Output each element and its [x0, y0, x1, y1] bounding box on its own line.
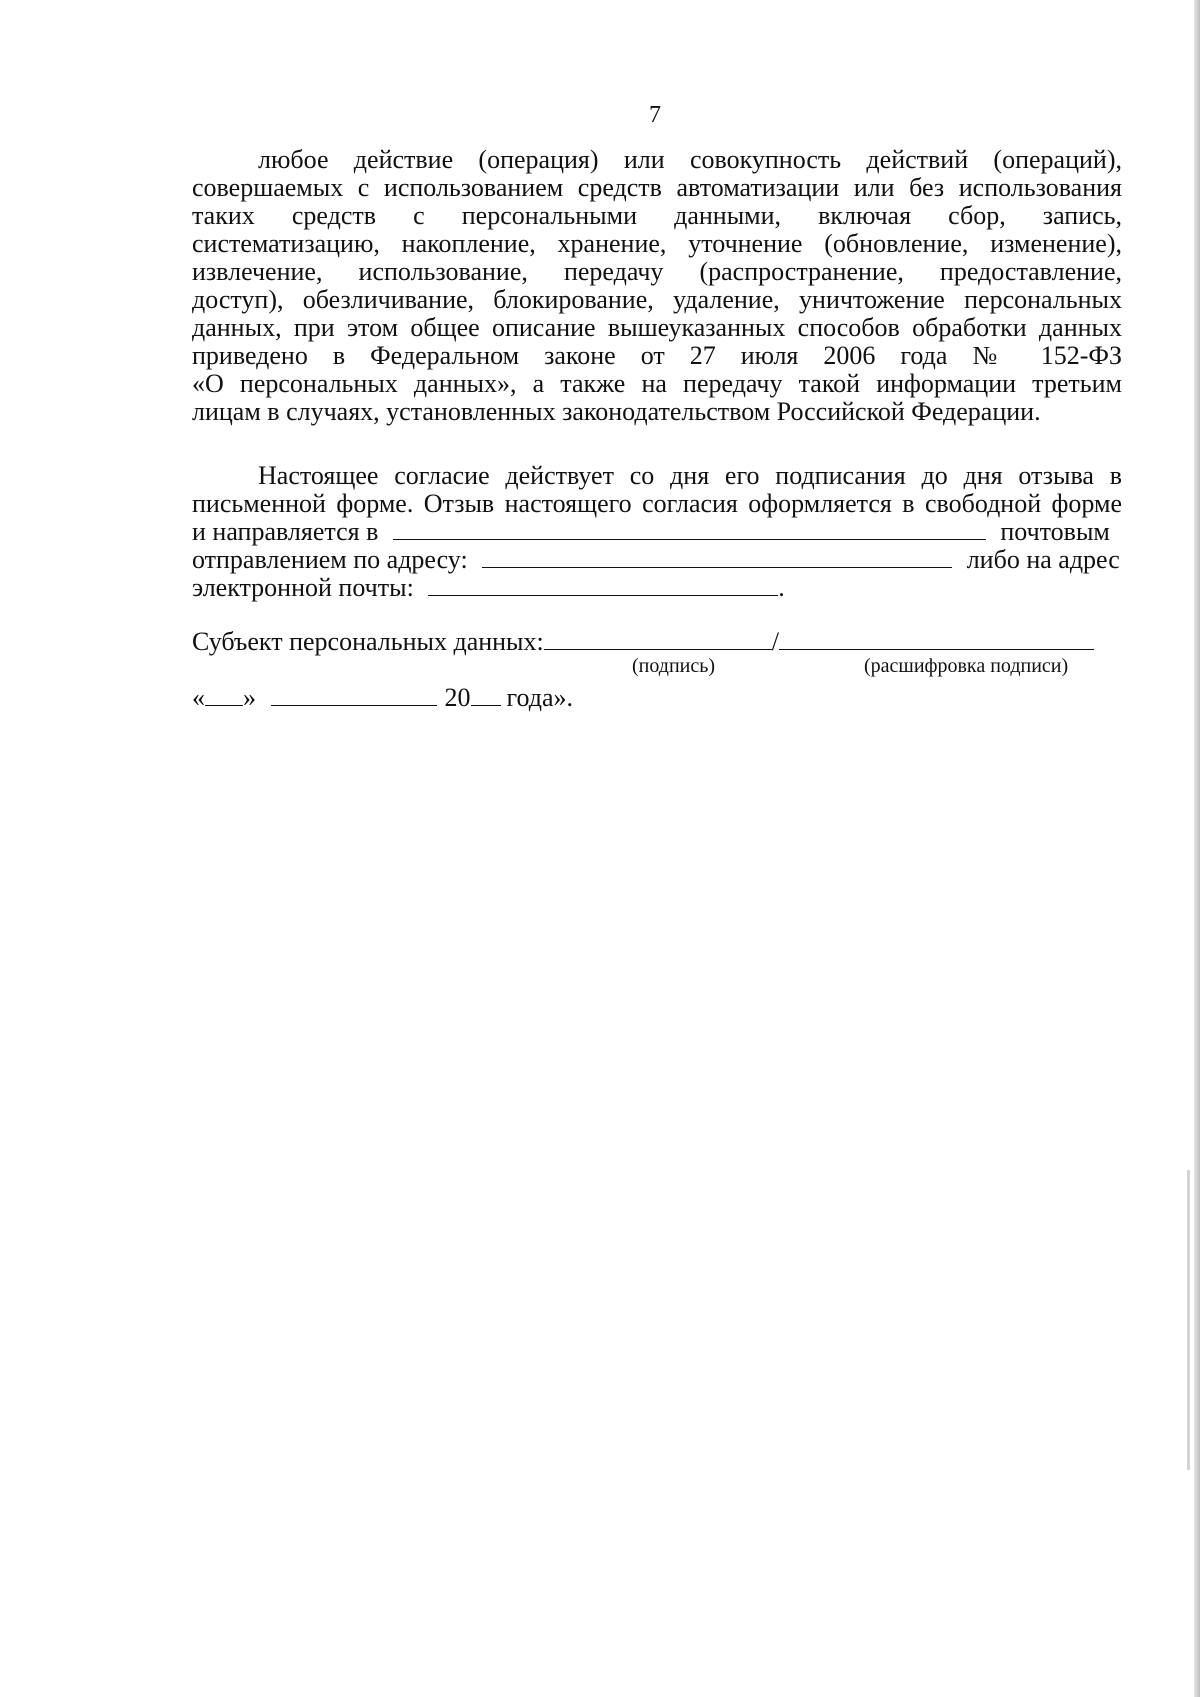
- email-period: .: [778, 573, 785, 602]
- signature-separator: /: [771, 627, 779, 656]
- date-close-quote: »: [243, 683, 256, 712]
- paragraph-line-email: [192, 574, 1122, 602]
- month-blank[interactable]: [271, 687, 437, 706]
- postal-label: почтовым: [1000, 517, 1110, 546]
- email-alt-label: либо на адрес: [966, 545, 1120, 574]
- caption-decoding: (расшифровка подписи): [864, 655, 1069, 677]
- paragraph-line: приведено в Федеральном законе от 27 июля 2006 года № 152-ФЗ: [192, 341, 1122, 370]
- recipient-blank[interactable]: [393, 521, 986, 540]
- paragraph-line: совершаемых с использованием средств автоматизации или без использования: [192, 173, 1122, 202]
- page-number: 7: [649, 102, 661, 128]
- paragraph-line: доступ), обезличивание, блокирование, удаление, уничтожение персональных: [192, 285, 1122, 314]
- email-label: электронной почты:: [192, 573, 414, 602]
- paragraph-line-recipient: [192, 518, 1122, 546]
- paragraph-line: Настоящее согласие действует со дня его подписания до дня отзыва в: [258, 461, 1122, 490]
- paragraph-line: данных, при этом общее описание вышеуказанных способов обработки данных: [192, 313, 1122, 342]
- paragraph-line: любое действие (операция) или совокупность действий (операций),: [258, 145, 1122, 174]
- caption-signature: (подпись): [632, 655, 716, 677]
- signature-decoding-blank[interactable]: [779, 631, 1094, 650]
- paragraph-consent-validity: [192, 462, 1122, 602]
- address-label: отправлением по адресу:: [192, 545, 468, 574]
- year-blank[interactable]: [471, 687, 501, 706]
- paragraph-processing-definition: [192, 146, 1122, 426]
- paragraph-line-address: [192, 546, 1122, 574]
- address-blank[interactable]: [482, 549, 952, 568]
- signature-row: [192, 628, 1122, 656]
- page-edge-mark: [1187, 1170, 1190, 1470]
- paragraph-line: «О персональных данных», а также на передачу такой информации третьим: [192, 369, 1122, 398]
- paragraph-line: извлечение, использование, передачу (распространение, предоставление,: [192, 257, 1122, 286]
- paragraph-line: таких средств с персональными данными, включая сбор, запись,: [192, 201, 1122, 230]
- email-blank[interactable]: [428, 577, 778, 596]
- paragraph-line: систематизацию, накопление, хранение, уточнение (обновление, изменение),: [192, 229, 1122, 258]
- paragraph-line: лицам в случаях, установленных законодательством Российской Федерации.: [192, 397, 1041, 426]
- day-blank[interactable]: [205, 687, 243, 706]
- recipient-label: и направляется в: [192, 517, 379, 546]
- date-open-quote: «: [192, 683, 205, 712]
- page-edge: [1194, 0, 1200, 1697]
- date-line: [192, 684, 573, 712]
- signature-captions: [192, 655, 1122, 679]
- year-prefix: 20: [444, 683, 471, 712]
- signature-blank[interactable]: [544, 631, 772, 650]
- paragraph-line: письменной форме. Отзыв настоящего согласия оформляется в свободной форме: [192, 489, 1122, 518]
- year-suffix: года».: [506, 683, 574, 712]
- signature-label: Субъект персональных данных:: [192, 627, 544, 656]
